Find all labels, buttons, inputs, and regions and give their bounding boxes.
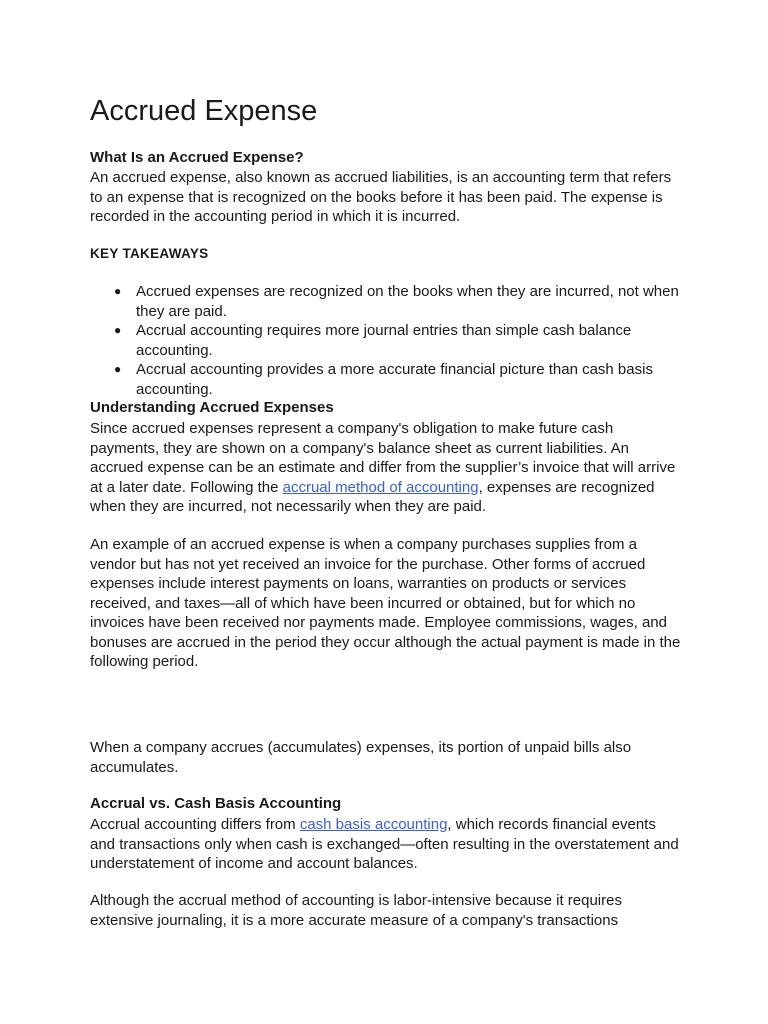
section-paragraph-example: An example of an accrued expense is when a company purchases supplies from a vendor but has not yet received an invoice for the purchase. Other forms of accrued expenses include interest payments on loans, warranties on products or services received, and taxes—all of which have been incurred or obtained, but for which no invoices have been received nor payments made. Employee commissions, wages, and bonuses are accrued in the period they occur although the actual payment is made in the following period.	[90, 536, 681, 670]
list-item	[90, 321, 685, 360]
section-heading-accrual-vs-cash: Accrual vs. Cash Basis Accounting	[90, 795, 342, 812]
section-paragraph-definition: An accrued expense, also known as accrued liabilities, is an accounting term that refers to an expense that is recognized on the books before it has been paid. The expense is recorded in the accounting period in which it is incurred.	[90, 169, 672, 225]
section-paragraph-understanding	[90, 419, 685, 517]
section-heading-what-is: What Is an Accrued Expense?	[90, 149, 304, 166]
section-paragraph-accrual-vs-cash	[90, 815, 685, 874]
bullet-icon: ●	[114, 362, 122, 376]
paragraph-text: Accrual accounting differs from	[90, 816, 300, 833]
key-takeaways-heading: KEY TAKEAWAYS	[90, 246, 209, 261]
list-item-text: Accrued expenses are recognized on the books when they are incurred, not when they are paid.	[136, 283, 679, 320]
paragraph-text: , which records financial events and transactions only when cash is exchanged—often resulting in the overstatement and understatement of income and account balances.	[90, 816, 679, 872]
bullet-icon: ●	[114, 323, 122, 337]
paragraph-text: , expenses are recognized when they are incurred, not necessarily when they are paid.	[90, 478, 655, 515]
section-paragraph-labor-intensive: Although the accrual method of accounting is labor-intensive because it requires extensive journaling, it is a more accurate measure of a company's transactions	[90, 892, 622, 929]
accrual-method-link[interactable]: accrual method of accounting	[282, 478, 479, 496]
list-item-text: Accrual accounting provides a more accurate financial picture than cash basis accounting.	[136, 361, 653, 398]
section-heading-understanding: Understanding Accrued Expenses	[90, 399, 334, 416]
page-title: Accrued Expense	[90, 95, 318, 127]
bullet-icon: ●	[114, 284, 122, 298]
section-paragraph-accumulates: When a company accrues (accumulates) expenses, its portion of unpaid bills also accumulates.	[90, 739, 632, 776]
list-item-text: Accrual accounting requires more journal entries than simple cash balance accounting.	[136, 322, 632, 359]
paragraph-text: Since accrued expenses represent a company's obligation to make future cash payments, they are shown on a company's balance sheet as current liabilities. An accrued expense can be an estimate and differ from the supplier’s invoice that will arrive at a later date. Following the	[90, 420, 676, 496]
cash-basis-accounting-link[interactable]: cash basis accounting	[299, 816, 448, 833]
list-item	[90, 360, 685, 399]
key-takeaways-list	[90, 282, 685, 399]
list-item	[90, 282, 685, 321]
